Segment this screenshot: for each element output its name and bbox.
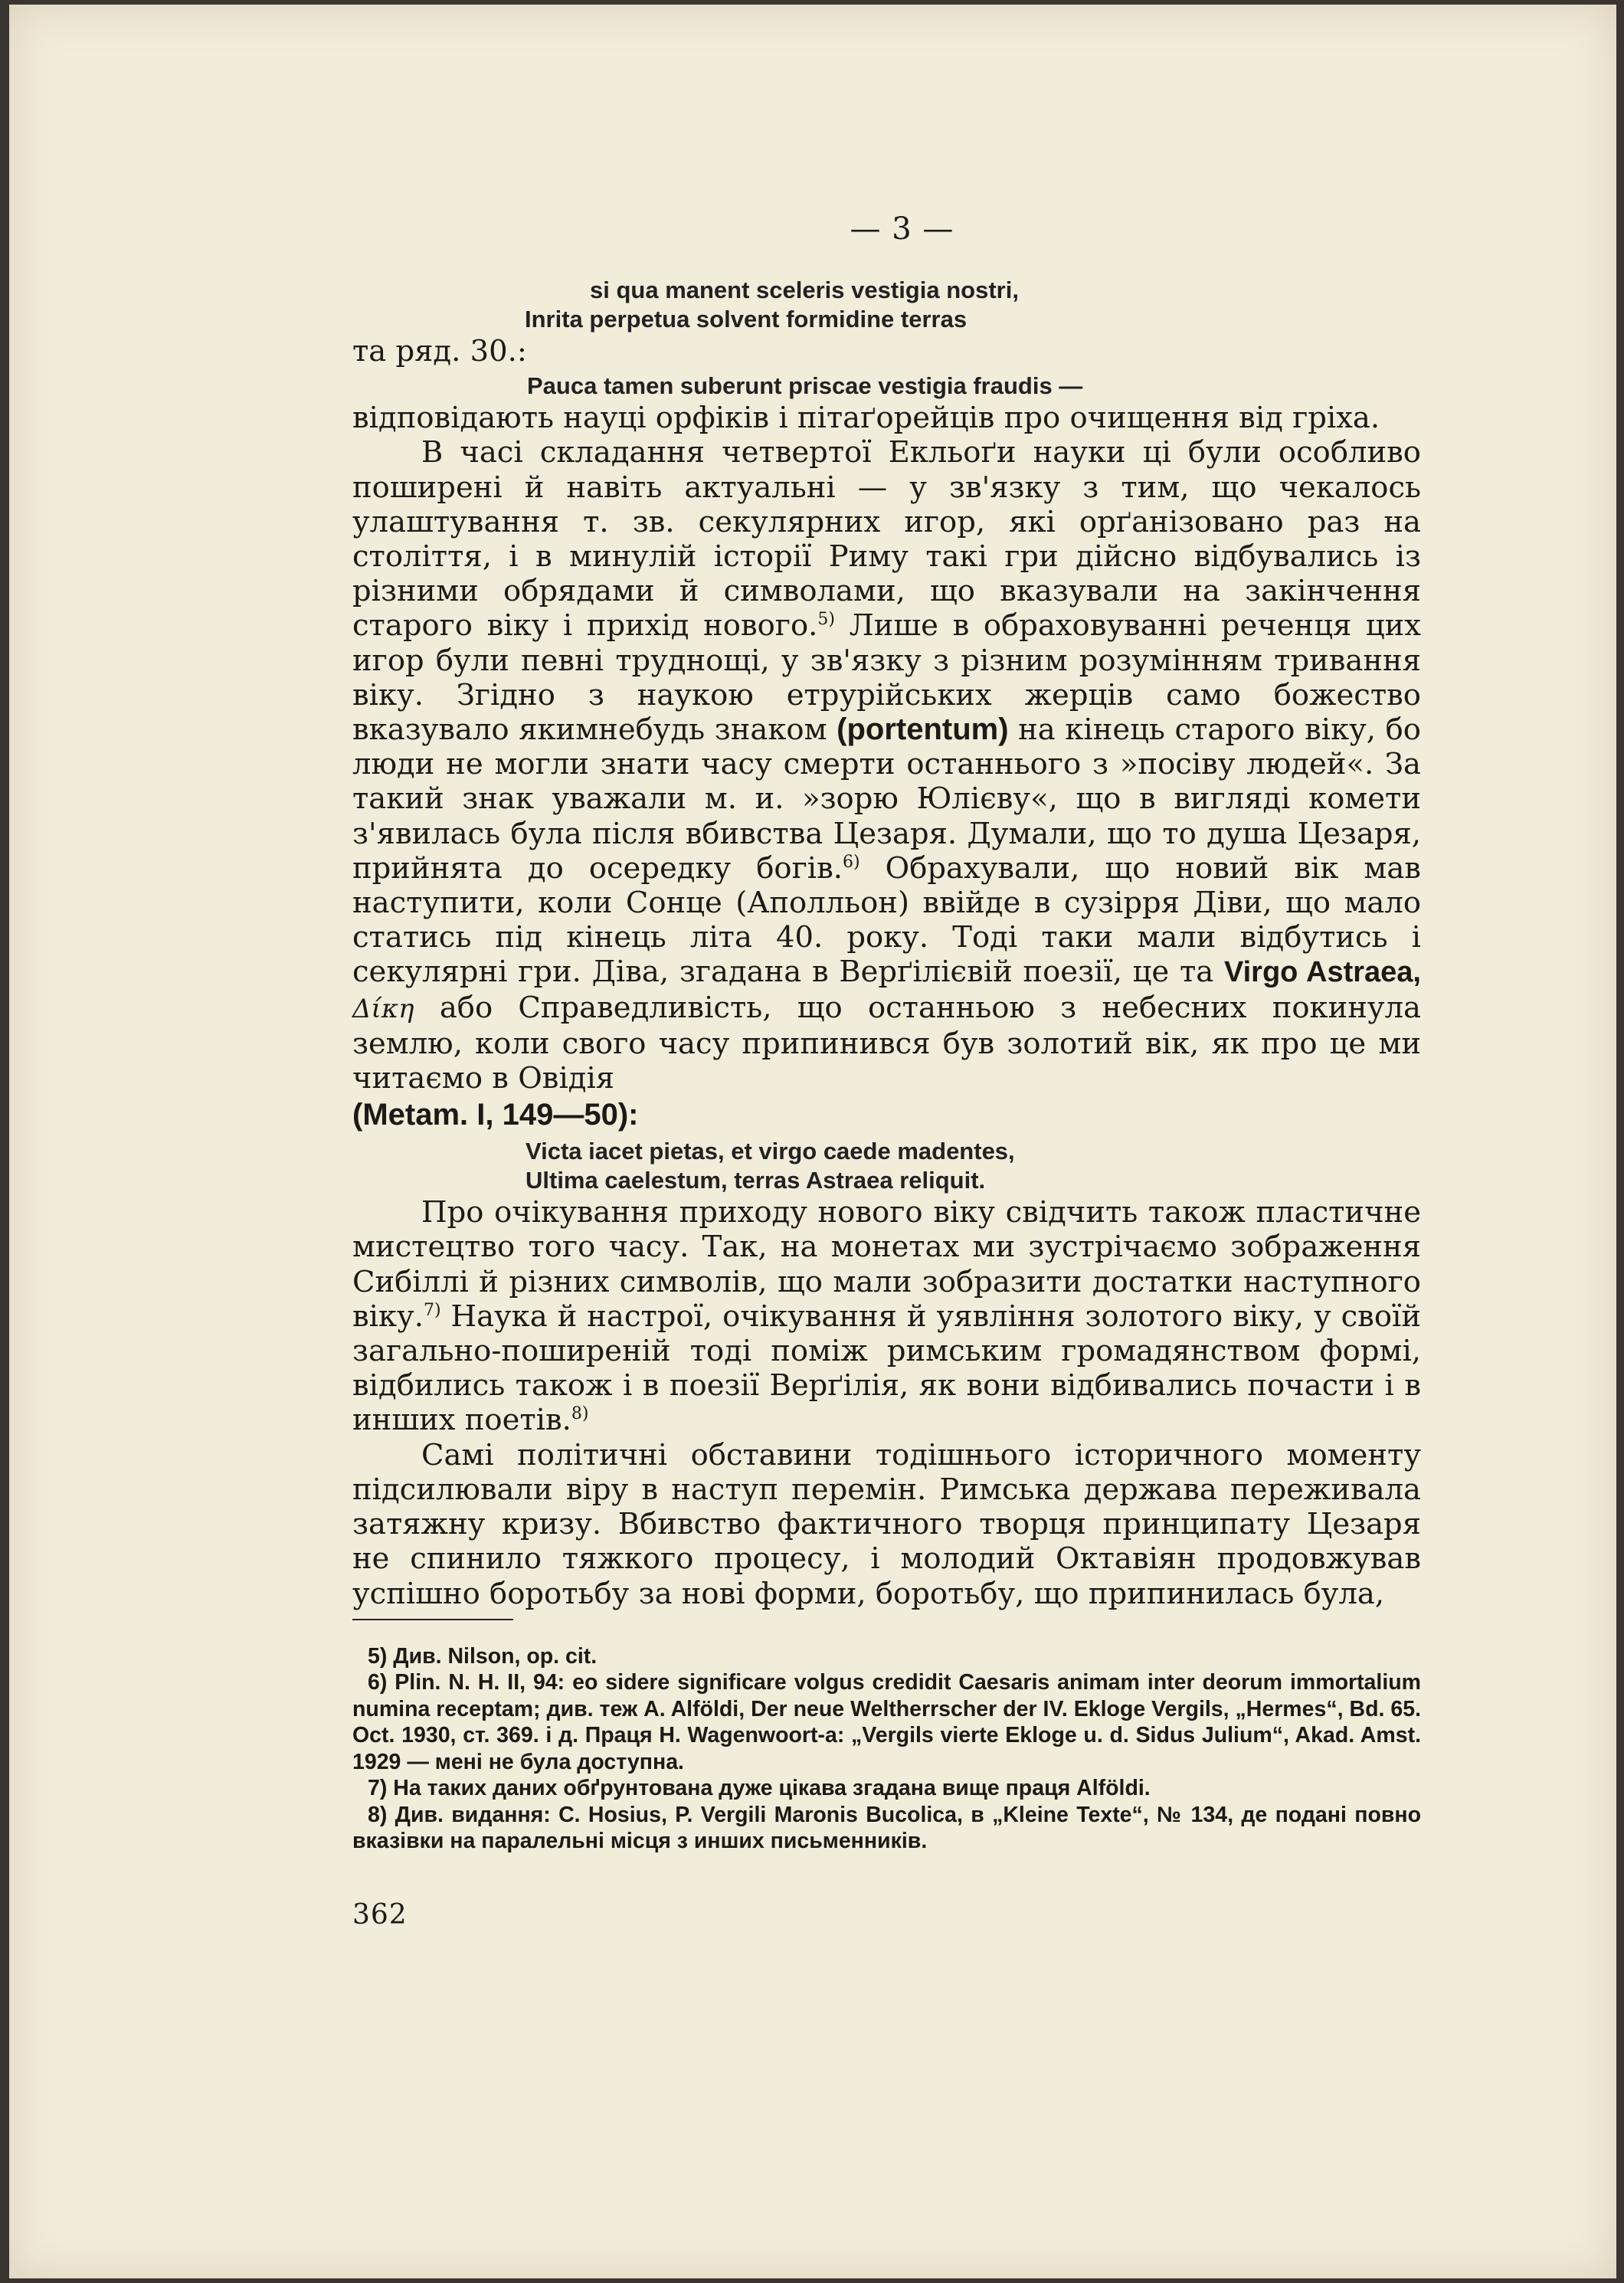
paragraph-2-text: Обрахували, що новий вік мав наступити, коли Сонце (Аполльон) ввійде в сузірря Діви, що мало статись під кінець літа 40. року. Тоді таки мали відбутись і секулярні гри. Діва, згадана в Верґілієвій поезії, це та [352, 850, 1421, 990]
verse-intro: та ряд. 30.: [352, 334, 527, 368]
footnote-7: 7) На таких даних обґрунтована дуже цікава згадана вище праця Alföldi. [368, 1776, 1151, 1801]
verse-line: Victa iacet pietas, et virgo caede madentes, [526, 1138, 1015, 1165]
footnote-6: 6) Plin. N. H. II, 94: eo sidere significare volgus credidit Caesaris animam inter deorum immortalium numina receptam; див. теж A. Alföldi, Der neue Weltherrscher der IV. Ekloge Vergils, „Hermes“, Bd. 65. Oct. 1930, ст. 369. і д. Праця H. Wagenwoort-a: „Vergils vierte Ekloge u. d. Sidus Julium“, Akad. Amst. 1929 — мені не була доступна. [352, 1670, 1421, 1774]
paragraph-3 [352, 1195, 1421, 1437]
footnote-ref-8: 8) [571, 1404, 589, 1424]
paragraph-1: відповідають науці орфіків і пітаґорейців про очищення від гріха. [352, 401, 1380, 436]
paragraph-4: Самі політичні обставини тодішнього історичного моменту підсилювали віру в наступ перемін. Римська держава переживала затяжну кризу. Вбивство фактичного творця принципату Цезаря не спинило тяжкого процесу, і молодий Октавіян продовжував успішно боротьбу за нові форми, боротьбу, що припинилась була, [352, 1437, 1421, 1611]
verse-line: Pauca tamen suberunt priscae vestigia fraudis — [527, 372, 1083, 400]
page-number-bottom: 362 [352, 1898, 408, 1931]
paragraph-2-text: на кінець старого віку, бо люди не могли знати часу смерти останнього з »посіву людей«. За такий знак уважали м. и. »зорю Юлієву«, що в вигляді комети з'явилась була після вбивства Цезаря. Думали, що то душа Цезаря, прийнята до осередку богів. [352, 712, 1421, 886]
verse-line: si qua manent sceleris vestigia nostri, [590, 277, 1019, 303]
footnote-5: 5) Див. Nilson, op. cit. [368, 1643, 598, 1669]
portentum-term: (portentum) [837, 712, 1009, 747]
footnote-ref-6: 6) [843, 853, 860, 873]
virgo-astraea-term: Virgo Astraea, [1223, 956, 1421, 989]
page-content [352, 211, 1421, 1931]
footnote-ref-7: 7) [423, 1301, 441, 1321]
paragraph-3-text: Наука й настрої, очікування й уявління золотого віку, у своїй загально-поширеній тоді поміж римським громадянством формі, відбились також і в поезії Верґілія, як вони відбивались почасти і в инших поетів. [352, 1299, 1421, 1438]
page-number-top: — 3 — [850, 211, 954, 247]
paragraph-2-text: або Справедливість, що останньою з небесних покинула землю, коли свого часу припинився був золотий вік, як про це ми читаємо в Овідія [352, 990, 1421, 1096]
paragraph-2 [352, 435, 1421, 1096]
footnote-ref-5: 5) [817, 610, 835, 630]
paragraph-3-text: Про очікування приходу нового віку свідчить також пластичне мистецтво того часу. Так, на монетах ми зустрічаємо зображення Сибіллі й різних символів, що мали зобразити достатки наступного віку. [352, 1195, 1421, 1334]
paragraph-2-text: В часі складання четвертої Екльоґи науки ці були особливо поширені й навіть актуальні — у зв'язку з тим, що чекалось улаштування т. зв. секулярних игор, які орґанізовано раз на століття, і в минулій історії Риму такі гри дійсно відбувались із різними обрядами й символами, що вказували на закінчення старого віку і прихід нового. [352, 435, 1421, 644]
verse-line: Ultima caelestum, terras Astraea reliquit. [526, 1167, 986, 1194]
paragraph-2-text: Лише в обраховуванні реченця цих игор були певні труднощі, у зв'язку з різним розумінням тривання віку. Згідно з наукою етрурійських жерців само божество вказувало якимнебудь знаком [352, 608, 1421, 748]
footnote-8: 8) Див. видання: C. Hosius, P. Vergili Maronis Bucolica, в „Kleine Texte“, № 134, де подані повно вказівки на паралельні місця з инших письменників. [352, 1802, 1421, 1854]
page-sheet [9, 5, 1616, 2278]
metamorphoses-citation: (Metam. I, 149—50): [352, 1098, 639, 1132]
footnote-divider [352, 1619, 513, 1620]
verse-line: Inrita perpetua solvent formidine terras [525, 306, 968, 332]
greek-dike-term: Δίκη [352, 993, 414, 1024]
